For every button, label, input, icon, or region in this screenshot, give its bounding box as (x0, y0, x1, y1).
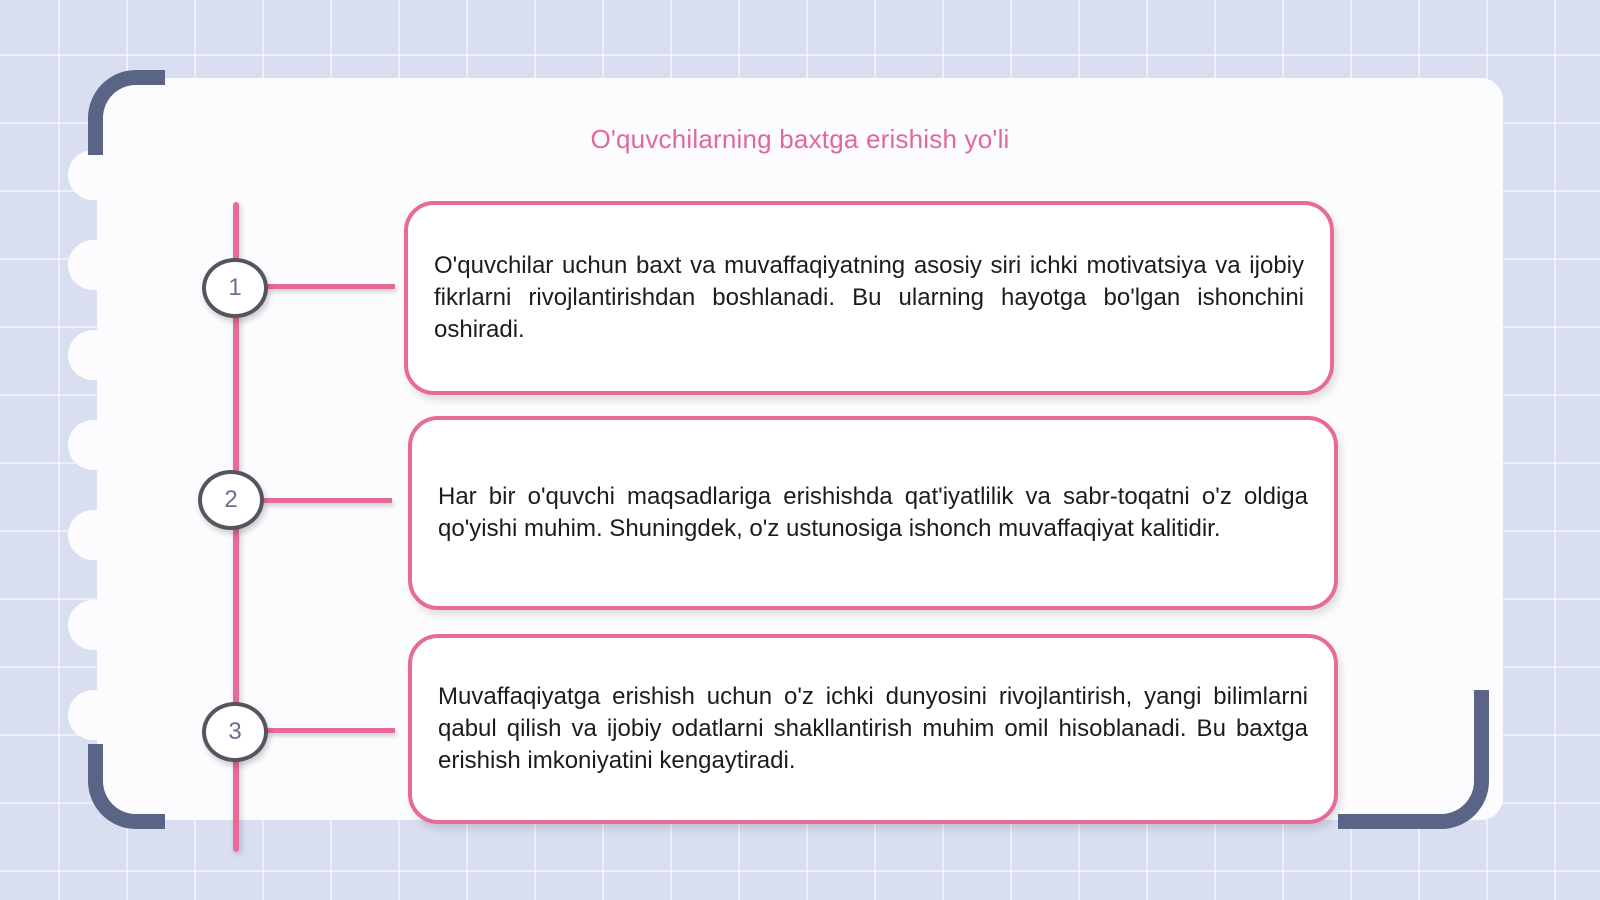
scallop-decoration (68, 510, 128, 560)
frame-corner-bottom-left (88, 744, 165, 829)
step-text: Har bir o'quvchi maqsadlariga erishishda qat'iyatlilik va sabr-toqatni o'z oldiga qo'yishi muhim. Shuningdek, o'z ustunosiga ishonch muvaffaqiyat kalitidir. (438, 483, 1308, 542)
scallop-decoration (68, 240, 128, 290)
frame-corner-bottom-right (1338, 690, 1489, 829)
scallop-decoration (68, 150, 128, 200)
scallop-decoration (68, 600, 128, 650)
step-card (404, 201, 1334, 395)
step-number-badge: 3 (202, 702, 268, 762)
connector-line (262, 498, 392, 503)
step-card (408, 416, 1338, 610)
step-text: O'quvchilar uchun baxt va muvaffaqiyatning asosiy siri ichki motivatsiya va ijobiy fikrlarni rivojlantirishdan boshlanadi. Bu ularning hayotga bo'lgan ishonchini oshiradi. (434, 252, 1304, 343)
slide-title: O'quvchilarning baxtga erishish yo'li (590, 124, 1010, 154)
step-number-badge: 1 (202, 258, 268, 318)
step-text: Muvaffaqiyatga erishish uchun o'z ichki dunyosini rivojlantirish, yangi bilimlarni qabul qilish va ijobiy odatlarni shakllantirish muhim omil hisoblanadi. Bu baxtga erishish imkoniyatini kengaytiradi. (438, 683, 1308, 774)
scallop-decoration (68, 420, 128, 470)
connector-line (265, 284, 395, 289)
scallop-decoration (68, 330, 128, 380)
step-number-badge: 2 (198, 470, 264, 530)
connector-line (265, 728, 395, 733)
scallop-decoration (68, 690, 128, 740)
step-card (408, 634, 1338, 824)
